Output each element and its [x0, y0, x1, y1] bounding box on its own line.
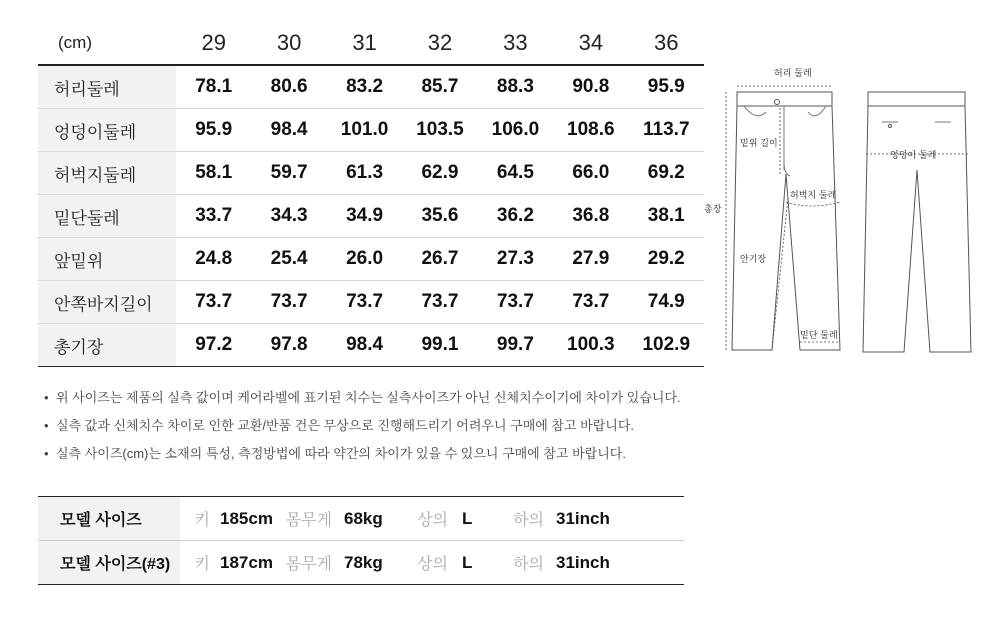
- table-cell: 26.0: [327, 238, 402, 281]
- table-row: [38, 65, 704, 109]
- table-row: [38, 324, 704, 367]
- unit-label: (cm): [38, 22, 176, 65]
- table-cell: 25.4: [251, 238, 326, 281]
- rise-label: 밑위 길이: [740, 139, 778, 149]
- thigh-label: 허벅지 둘레: [790, 191, 837, 201]
- table-cell: 98.4: [251, 109, 326, 152]
- weight-key: 몸무게: [285, 512, 332, 529]
- size-header: 36: [629, 22, 704, 65]
- table-cell: 73.7: [478, 281, 553, 324]
- bottom-value: 31inch: [556, 508, 610, 528]
- top-key: 상의: [417, 556, 448, 573]
- bottom-key: 하의: [513, 512, 544, 529]
- size-header: 31: [327, 22, 402, 65]
- size-header-row: [38, 22, 704, 65]
- note-text: 실측 값과 신체치수 차이로 인한 교환/반품 건은 무상으로 진행해드리기 어려우니 구매에 참고 바랍니다.: [56, 418, 635, 433]
- size-header: 32: [402, 22, 477, 65]
- model-size-table: [38, 496, 684, 585]
- table-cell: 88.3: [478, 65, 553, 109]
- top-value: L: [462, 552, 473, 572]
- table-cell: 80.6: [251, 65, 326, 109]
- table-cell: 73.7: [327, 281, 402, 324]
- bottom-value: 31inch: [556, 552, 610, 572]
- row-label: 허벅지둘레: [38, 152, 176, 195]
- table-cell: 101.0: [327, 109, 402, 152]
- table-row: [38, 195, 704, 238]
- table-row: [38, 152, 704, 195]
- table-cell: 29.2: [629, 238, 704, 281]
- table-row: [38, 238, 704, 281]
- table-cell: 35.6: [402, 195, 477, 238]
- height-key: 키: [194, 512, 210, 529]
- table-cell: 64.5: [478, 152, 553, 195]
- table-row: [38, 109, 704, 152]
- table-row: [38, 497, 684, 541]
- size-header: 34: [553, 22, 628, 65]
- table-cell: 103.5: [402, 109, 477, 152]
- table-cell: 73.7: [553, 281, 628, 324]
- table-cell: 36.8: [553, 195, 628, 238]
- size-table: [38, 22, 704, 367]
- table-row: [38, 541, 684, 585]
- table-cell: 83.2: [327, 65, 402, 109]
- model-label: 모델 사이즈: [38, 497, 180, 541]
- table-cell: 69.2: [629, 152, 704, 195]
- row-label: 엉덩이둘레: [38, 109, 176, 152]
- top-value: L: [462, 508, 473, 528]
- table-cell: 36.2: [478, 195, 553, 238]
- front-waistband: [737, 92, 832, 106]
- list-item: • 위 사이즈는 제품의 실측 값이며 케어라벨에 표기된 치수는 실측사이즈가 아닌 신체치수이기에 차이가 있습니다.: [44, 390, 681, 405]
- row-label: 앞밑위: [38, 238, 176, 281]
- back-pants-outline: [863, 106, 971, 352]
- table-cell: 59.7: [251, 152, 326, 195]
- table-cell: 34.3: [251, 195, 326, 238]
- hem-label: 밑단 둘레: [800, 331, 838, 341]
- table-cell: 73.7: [402, 281, 477, 324]
- back-waistband: [868, 92, 965, 106]
- table-cell: 90.8: [553, 65, 628, 109]
- pants-measurement-diagram: [700, 62, 1000, 362]
- table-cell: 74.9: [629, 281, 704, 324]
- table-cell: 106.0: [478, 109, 553, 152]
- top-key: 상의: [417, 512, 448, 529]
- total-length-label: 총장: [704, 205, 722, 215]
- table-cell: 58.1: [176, 152, 251, 195]
- table-cell: 99.1: [402, 324, 477, 367]
- table-cell: 61.3: [327, 152, 402, 195]
- weight-value: 68kg: [344, 508, 383, 528]
- list-item: • 실측 사이즈(cm)는 소재의 특성, 측정방법에 따라 약간의 차이가 있을 수 있으니 구매에 참고 바랍니다.: [44, 446, 626, 461]
- table-cell: 113.7: [629, 109, 704, 152]
- table-cell: 66.0: [553, 152, 628, 195]
- table-cell: 99.7: [478, 324, 553, 367]
- table-row: [38, 281, 704, 324]
- notes-list: [44, 386, 681, 470]
- table-cell: 78.1: [176, 65, 251, 109]
- size-header: 29: [176, 22, 251, 65]
- table-cell: 62.9: [402, 152, 477, 195]
- table-cell: 38.1: [629, 195, 704, 238]
- note-text: 위 사이즈는 제품의 실측 값이며 케어라벨에 표기된 치수는 실측사이즈가 아닌 신체치수이기에 차이가 있습니다.: [56, 390, 681, 405]
- table-cell: 100.3: [553, 324, 628, 367]
- note-text: 실측 사이즈(cm)는 소재의 특성, 측정방법에 따라 약간의 차이가 있을 수 있으니 구매에 참고 바랍니다.: [56, 446, 626, 461]
- table-cell: 27.3: [478, 238, 553, 281]
- table-cell: 97.8: [251, 324, 326, 367]
- table-cell: 108.6: [553, 109, 628, 152]
- height-value: 187cm: [220, 552, 273, 572]
- waist-label: 허리 둘레: [774, 69, 812, 79]
- hip-label: 엉덩이 둘레: [890, 151, 937, 161]
- table-cell: 26.7: [402, 238, 477, 281]
- table-cell: 27.9: [553, 238, 628, 281]
- table-cell: 102.9: [629, 324, 704, 367]
- table-cell: 73.7: [176, 281, 251, 324]
- weight-value: 78kg: [344, 552, 383, 572]
- bottom-key: 하의: [513, 556, 544, 573]
- row-label: 총기장: [38, 324, 176, 367]
- inseam-label: 안기장: [740, 255, 767, 265]
- height-key: 키: [194, 556, 210, 573]
- table-cell: 95.9: [629, 65, 704, 109]
- list-item: • 실측 값과 신체치수 차이로 인한 교환/반품 건은 무상으로 진행해드리기 어려우니 구매에 참고 바랍니다.: [44, 418, 635, 433]
- size-header: 30: [251, 22, 326, 65]
- height-value: 185cm: [220, 508, 273, 528]
- table-cell: 33.7: [176, 195, 251, 238]
- table-cell: 95.9: [176, 109, 251, 152]
- table-cell: 97.2: [176, 324, 251, 367]
- row-label: 허리둘레: [38, 65, 176, 109]
- weight-key: 몸무게: [285, 556, 332, 573]
- table-cell: 34.9: [327, 195, 402, 238]
- button-icon: [775, 100, 780, 105]
- table-cell: 85.7: [402, 65, 477, 109]
- table-cell: 24.8: [176, 238, 251, 281]
- table-cell: 98.4: [327, 324, 402, 367]
- table-cell: 73.7: [251, 281, 326, 324]
- model-label: 모델 사이즈(#3): [38, 541, 180, 585]
- row-label: 안쪽바지길이: [38, 281, 176, 324]
- size-header: 33: [478, 22, 553, 65]
- row-label: 밑단둘레: [38, 195, 176, 238]
